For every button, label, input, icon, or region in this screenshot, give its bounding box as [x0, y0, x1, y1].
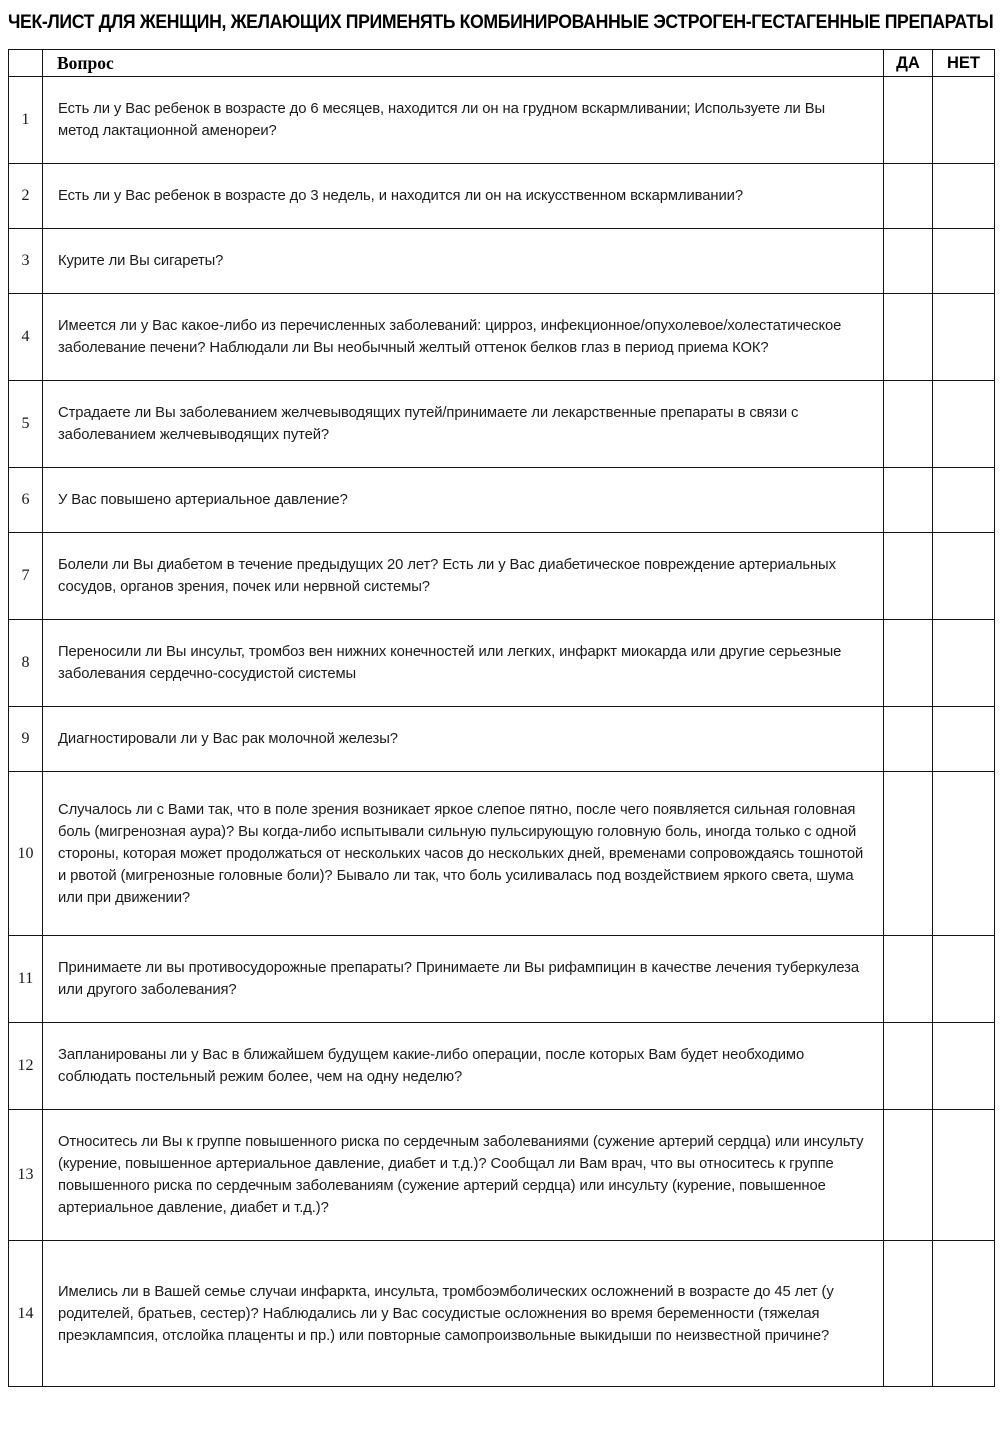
checklist-table: [8, 49, 995, 1387]
table-row: [9, 936, 995, 1023]
yes-answer-cell[interactable]: [884, 1241, 933, 1387]
table-row: [9, 77, 995, 164]
no-answer-cell[interactable]: [933, 381, 995, 468]
header-yes: ДА: [884, 50, 933, 77]
yes-answer-cell[interactable]: [884, 229, 933, 294]
question-text: Есть ли у Вас ребенок в возрасте до 3 недель, и находится ли он на искусственном вскармливании?: [43, 164, 884, 229]
table-row: [9, 620, 995, 707]
question-text: У Вас повышено артериальное давление?: [43, 468, 884, 533]
yes-answer-cell[interactable]: [884, 936, 933, 1023]
yes-answer-cell[interactable]: [884, 1023, 933, 1110]
yes-answer-cell[interactable]: [884, 164, 933, 229]
no-answer-cell[interactable]: [933, 936, 995, 1023]
yes-answer-cell[interactable]: [884, 1110, 933, 1241]
table-row: [9, 1241, 995, 1387]
yes-answer-cell[interactable]: [884, 381, 933, 468]
question-text: Случалось ли с Вами так, что в поле зрения возникает яркое слепое пятно, после чего появляется сильная головная боль (мигренозная аура)? Вы когда-либо испытывали сильную пульсирующую головную боль, иногда только с одной стороны, которая может продолжаться от нескольких часов до нескольких дней, временами сопровождаясь тошнотой и рвотой (мигренозные головные боли)? Бывало ли так, что боль усиливалась под воздействием яркого света, шума или при движении?: [43, 772, 884, 936]
page-title: ЧЕК-ЛИСТ ДЛЯ ЖЕНЩИН, ЖЕЛАЮЩИХ ПРИМЕНЯТЬ КОМБИНИРОВАННЫЕ ЭСТРОГЕН-ГЕСТАГЕННЫЕ ПРЕПАРАТЫ: [8, 12, 994, 33]
table-row: [9, 1110, 995, 1241]
no-answer-cell[interactable]: [933, 707, 995, 772]
no-answer-cell[interactable]: [933, 772, 995, 936]
question-text: Болели ли Вы диабетом в течение предыдущих 20 лет? Есть ли у Вас диабетическое повреждение артериальных сосудов, органов зрения, почек или нервной системы?: [43, 533, 884, 620]
question-text: Есть ли у Вас ребенок в возрасте до 6 месяцев, находится ли он на грудном вскармливании; Используете ли Вы метод лактационной аменореи?: [43, 77, 884, 164]
row-number: 8: [9, 620, 43, 707]
header-question: Вопрос: [43, 50, 884, 77]
yes-answer-cell[interactable]: [884, 620, 933, 707]
no-answer-cell[interactable]: [933, 77, 995, 164]
table-row: [9, 533, 995, 620]
no-answer-cell[interactable]: [933, 1110, 995, 1241]
no-answer-cell[interactable]: [933, 164, 995, 229]
no-answer-cell[interactable]: [933, 620, 995, 707]
no-answer-cell[interactable]: [933, 294, 995, 381]
row-number: 3: [9, 229, 43, 294]
table-row: [9, 707, 995, 772]
row-number: 4: [9, 294, 43, 381]
question-text: Курите ли Вы сигареты?: [43, 229, 884, 294]
question-text: Имеется ли у Вас какое-либо из перечисленных заболеваний: цирроз, инфекционное/опухолевое/холестатическое заболевание печени? Наблюдали ли Вы необычный желтый оттенок белков глаз в период приема КОК?: [43, 294, 884, 381]
row-number: 5: [9, 381, 43, 468]
yes-answer-cell[interactable]: [884, 772, 933, 936]
row-number: 10: [9, 772, 43, 936]
row-number: 7: [9, 533, 43, 620]
row-number: 12: [9, 1023, 43, 1110]
question-text: Переносили ли Вы инсульт, тромбоз вен нижних конечностей или легких, инфаркт миокарда или другие серьезные заболевания сердечно-сосудистой системы: [43, 620, 884, 707]
header-number-cell: [9, 50, 43, 77]
question-text: Запланированы ли у Вас в ближайшем будущем какие-либо операции, после которых Вам будет необходимо соблюдать постельный режим более, чем на одну неделю?: [43, 1023, 884, 1110]
yes-answer-cell[interactable]: [884, 294, 933, 381]
table-row: [9, 294, 995, 381]
table-row: [9, 381, 995, 468]
table-row: [9, 772, 995, 936]
row-number: 14: [9, 1241, 43, 1387]
table-row: [9, 164, 995, 229]
no-answer-cell[interactable]: [933, 1241, 995, 1387]
row-number: 9: [9, 707, 43, 772]
row-number: 13: [9, 1110, 43, 1241]
table-row: [9, 229, 995, 294]
question-text: Страдаете ли Вы заболеванием желчевыводящих путей/принимаете ли лекарственные препараты в связи с заболеванием желчевыводящих путей?: [43, 381, 884, 468]
yes-answer-cell[interactable]: [884, 77, 933, 164]
table-row: [9, 1023, 995, 1110]
yes-answer-cell[interactable]: [884, 468, 933, 533]
header-no: НЕТ: [933, 50, 995, 77]
yes-answer-cell[interactable]: [884, 707, 933, 772]
yes-answer-cell[interactable]: [884, 533, 933, 620]
no-answer-cell[interactable]: [933, 1023, 995, 1110]
no-answer-cell[interactable]: [933, 533, 995, 620]
header-row: [9, 50, 995, 77]
question-text: Имелись ли в Вашей семье случаи инфаркта, инсульта, тромбоэмболических осложнений в возрасте до 45 лет (у родителей, братьев, сестер)? Наблюдались ли у Вас сосудистые осложнения во время беременности (тяжелая преэклампсия, отслойка плаценты и пр.) или повторные самопроизвольные выкидыши по неизвестной причине?: [43, 1241, 884, 1387]
row-number: 2: [9, 164, 43, 229]
question-text: Диагностировали ли у Вас рак молочной железы?: [43, 707, 884, 772]
checklist-body: [9, 77, 995, 1387]
no-answer-cell[interactable]: [933, 468, 995, 533]
row-number: 1: [9, 77, 43, 164]
no-answer-cell[interactable]: [933, 229, 995, 294]
row-number: 11: [9, 936, 43, 1023]
question-text: Относитесь ли Вы к группе повышенного риска по сердечным заболеваниями (сужение артерий сердца) или инсульту (курение, повышенное артериальное давление, диабет и т.д.)? Сообщал ли Вам врач, что вы относитесь к группе повышенного риска по сердечным заболеваниям (сужение артерий сердца) или инсульту (курение, повышенное артериальное давление, диабет и т.д.)?: [43, 1110, 884, 1241]
question-text: Принимаете ли вы противосудорожные препараты? Принимаете ли Вы рифампицин в качестве лечения туберкулеза или другого заболевания?: [43, 936, 884, 1023]
row-number: 6: [9, 468, 43, 533]
table-row: [9, 468, 995, 533]
